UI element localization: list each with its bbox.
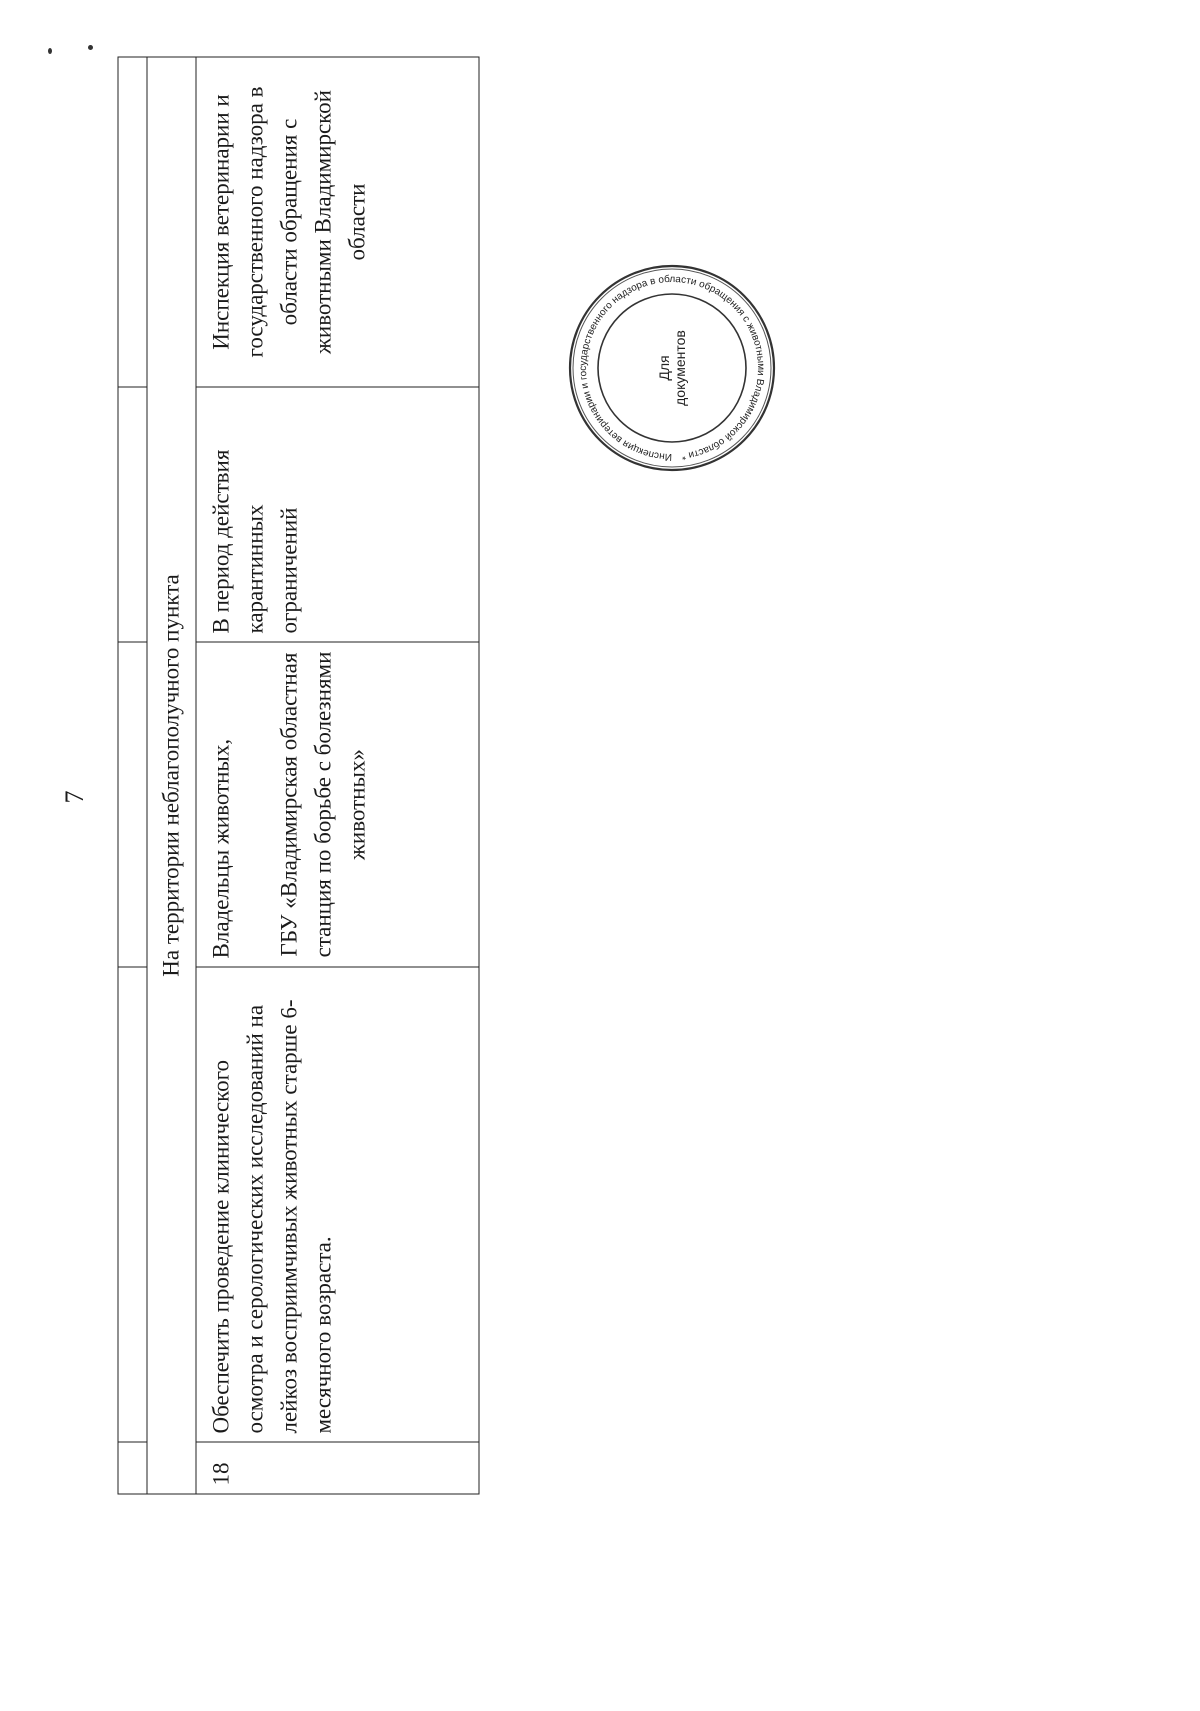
responsible-owners: Владельцы животных,	[208, 738, 233, 959]
measures-table-container	[117, 58, 479, 1495]
scan-speck	[48, 48, 52, 54]
stamp-caption	[566, 262, 778, 474]
header-cell-num	[118, 1442, 147, 1494]
responsible-station: ГБУ «Владимирская областная станция по борьбе с болезнями животных»	[276, 651, 369, 958]
header-cell-control	[118, 57, 147, 387]
scan-speck	[88, 45, 93, 50]
header-cell-measure	[118, 967, 147, 1442]
table-header-spacer-row	[118, 57, 147, 1494]
measure-text: Обеспечить проведение клинического осмотра и серологических исследований на лейкоз восприимчивых животных старше 6-месячного возраста.	[196, 967, 479, 1442]
table-section-row	[147, 57, 196, 1494]
table-row	[196, 57, 479, 1494]
header-cell-period	[118, 387, 147, 642]
official-stamp	[566, 262, 778, 474]
header-cell-responsible	[118, 642, 147, 967]
stamp-caption-line-2: документов	[672, 330, 688, 406]
responsible-cell	[196, 642, 479, 967]
control-authority: Инспекция ветеринарии и государственного надзора в области обращения с животными Владимирской области	[196, 57, 479, 387]
period-text: В период действия карантинных ограничений	[196, 387, 479, 642]
page-number: 7	[60, 790, 89, 804]
section-title: На территории неблагополучного пункта	[147, 57, 196, 1494]
row-number: 18	[196, 1442, 479, 1494]
responsible-gap	[238, 651, 272, 959]
stamp-caption-line-1: Для	[656, 355, 672, 381]
measures-table	[117, 57, 479, 1495]
stamp-ring-text: Инспекция ветеринарии и государственного надзора в области обращения с животными Владимирской области *	[577, 273, 767, 463]
